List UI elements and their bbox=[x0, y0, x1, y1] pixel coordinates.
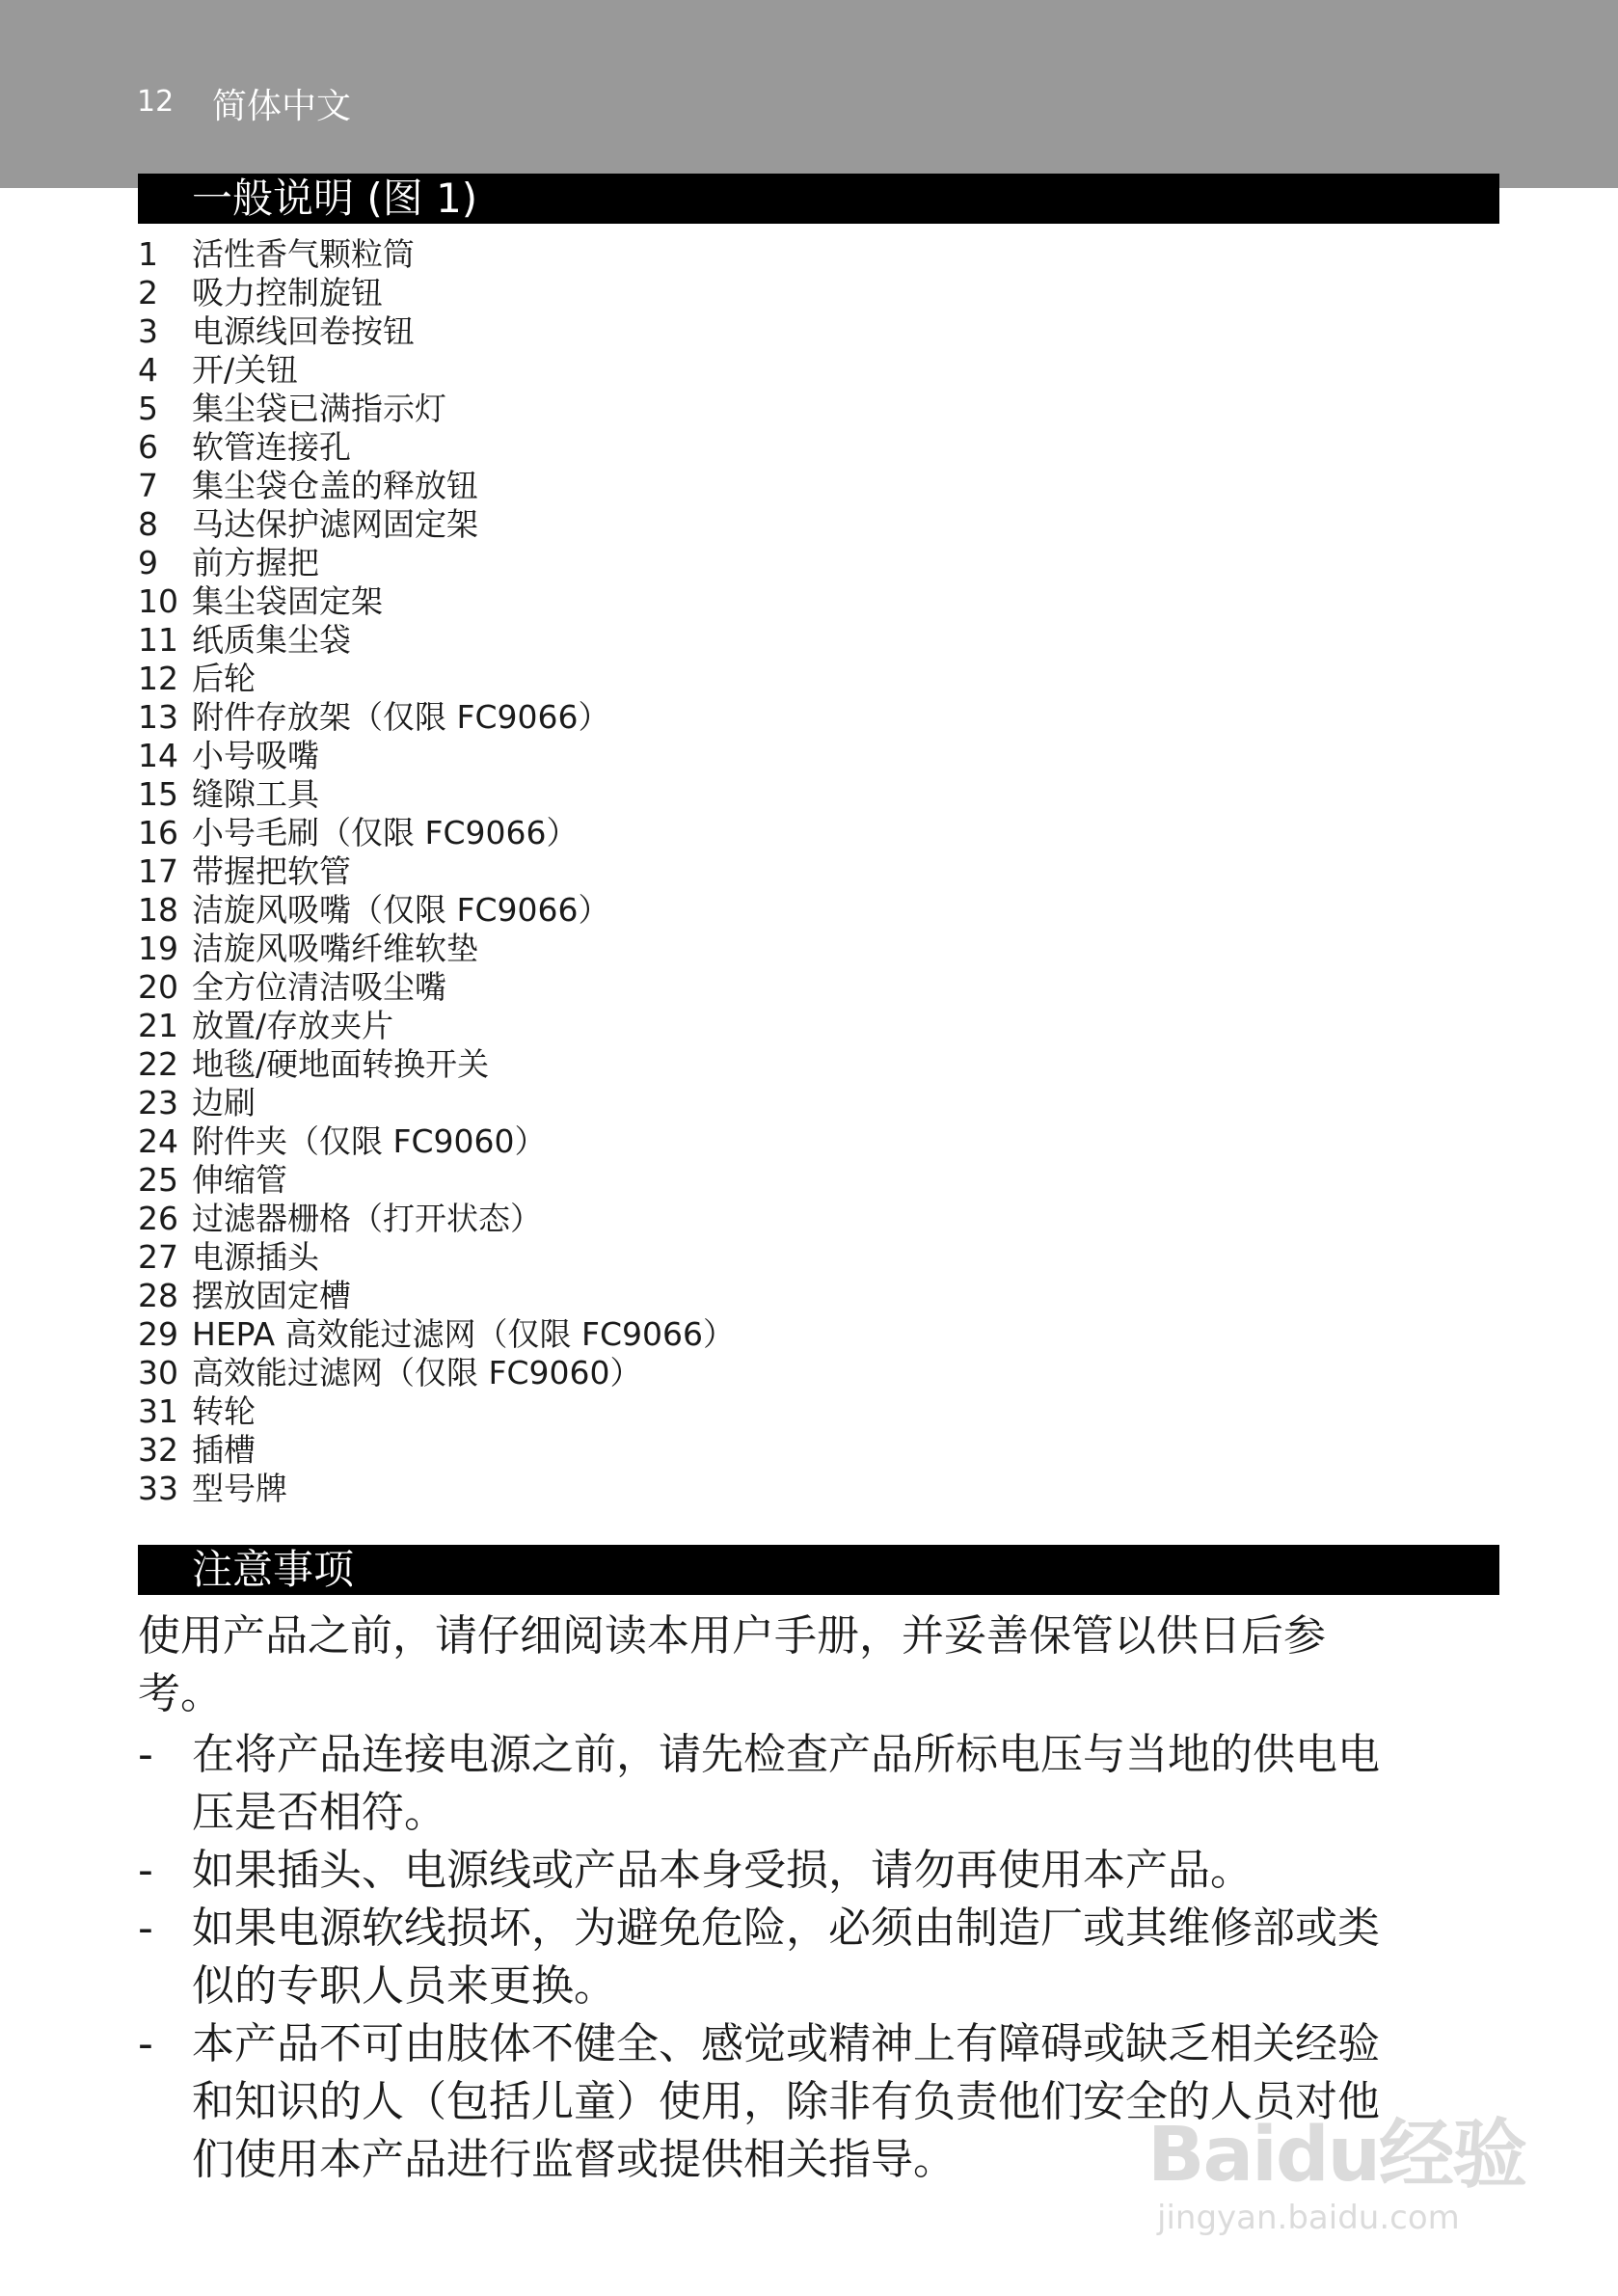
part-number: 9 bbox=[138, 544, 158, 581]
part-number: 16 bbox=[138, 814, 178, 851]
part-item bbox=[138, 698, 610, 737]
part-label: 过滤器栅格（打开状态） bbox=[192, 1200, 542, 1237]
part-number: 25 bbox=[138, 1161, 178, 1199]
part-item bbox=[138, 775, 319, 814]
part-item bbox=[138, 390, 446, 428]
part-number: 24 bbox=[138, 1122, 178, 1160]
part-item bbox=[138, 582, 383, 621]
part-item bbox=[138, 1200, 542, 1238]
part-number: 20 bbox=[138, 968, 178, 1006]
part-label: 缝隙工具 bbox=[192, 775, 319, 813]
part-label: 洁旋风吸嘴纤维软垫 bbox=[192, 930, 478, 967]
bullet-dash: - bbox=[138, 1904, 153, 1953]
part-number: 1 bbox=[138, 235, 158, 273]
part-label: 地毯/硬地面转换开关 bbox=[192, 1045, 490, 1083]
part-item bbox=[138, 428, 351, 467]
part-item bbox=[138, 1084, 256, 1122]
part-label: 纸质集尘袋 bbox=[192, 621, 351, 659]
part-label: 活性香气颗粒筒 bbox=[192, 235, 415, 273]
part-number: 7 bbox=[138, 467, 158, 504]
warning-line: 们使用本产品进行监督或提供相关指导。 bbox=[192, 2135, 956, 2184]
part-item bbox=[138, 930, 478, 968]
part-item bbox=[138, 235, 415, 274]
part-number: 23 bbox=[138, 1084, 178, 1121]
part-item bbox=[138, 1315, 736, 1354]
part-item bbox=[138, 737, 319, 775]
part-number: 12 bbox=[138, 660, 178, 697]
warning-item bbox=[138, 1900, 1499, 2015]
intro-line: 使用产品之前，请仔细阅读本用户手册，并妥善保管以供日后参 bbox=[138, 1611, 1326, 1661]
part-item bbox=[138, 1161, 287, 1200]
part-label: 小号吸嘴 bbox=[192, 737, 319, 774]
part-item bbox=[138, 1007, 394, 1045]
part-label: 开/关钮 bbox=[192, 351, 299, 389]
part-number: 14 bbox=[138, 737, 178, 774]
watermark bbox=[1147, 2094, 1552, 2249]
part-label: 摆放固定槽 bbox=[192, 1277, 351, 1314]
part-item bbox=[138, 968, 446, 1007]
part-item bbox=[138, 1122, 547, 1161]
part-label: 高效能过滤网（仅限 FC9060） bbox=[192, 1354, 642, 1391]
warning-line: 压是否相符。 bbox=[192, 1788, 446, 1837]
part-item bbox=[138, 274, 383, 312]
part-item bbox=[138, 621, 351, 660]
part-label: 附件存放架（仅限 FC9066） bbox=[192, 698, 610, 736]
part-item bbox=[138, 505, 478, 544]
part-item bbox=[138, 1392, 256, 1431]
part-label: 集尘袋已满指示灯 bbox=[192, 390, 446, 427]
part-number: 22 bbox=[138, 1045, 178, 1083]
page-number: 12 bbox=[137, 85, 175, 119]
language-label: 简体中文 bbox=[212, 87, 352, 126]
part-number: 11 bbox=[138, 621, 178, 659]
part-label: 型号牌 bbox=[192, 1470, 287, 1507]
part-item bbox=[138, 351, 299, 390]
intro-paragraph bbox=[138, 1607, 1488, 1723]
part-label: 电源插头 bbox=[192, 1238, 319, 1276]
part-label: 边刷 bbox=[192, 1084, 256, 1121]
part-number: 32 bbox=[138, 1431, 178, 1469]
part-item bbox=[138, 852, 351, 891]
part-item bbox=[138, 891, 610, 930]
section-heading-general bbox=[138, 174, 1499, 224]
part-item bbox=[138, 1431, 256, 1470]
part-label: 带握把软管 bbox=[192, 852, 351, 890]
part-label: 马达保护滤网固定架 bbox=[192, 505, 478, 543]
part-label: 小号毛刷（仅限 FC9066） bbox=[192, 814, 579, 851]
part-label: 插槽 bbox=[192, 1431, 256, 1469]
intro-line: 考。 bbox=[138, 1669, 223, 1718]
part-label: 转轮 bbox=[192, 1392, 256, 1430]
warning-item bbox=[138, 1726, 1499, 1842]
part-item bbox=[138, 312, 415, 351]
part-item bbox=[138, 660, 256, 698]
part-number: 10 bbox=[138, 582, 178, 620]
part-item bbox=[138, 1277, 351, 1315]
warning-line: 如果插头、电源线或产品本身受损，请勿再使用本产品。 bbox=[192, 1846, 1253, 1895]
part-item bbox=[138, 1470, 287, 1508]
part-number: 6 bbox=[138, 428, 158, 466]
part-label: 集尘袋仓盖的释放钮 bbox=[192, 467, 478, 504]
part-number: 13 bbox=[138, 698, 178, 736]
part-number: 3 bbox=[138, 312, 158, 350]
part-item bbox=[138, 1354, 642, 1392]
header-bar bbox=[0, 0, 1618, 188]
section-title: 注意事项 bbox=[192, 1546, 355, 1593]
part-label: 放置/存放夹片 bbox=[192, 1007, 394, 1044]
part-label: 前方握把 bbox=[192, 544, 319, 581]
part-number: 21 bbox=[138, 1007, 178, 1044]
warning-line: 似的专职人员来更换。 bbox=[192, 1961, 616, 2011]
parts-list bbox=[138, 235, 736, 1508]
part-item bbox=[138, 1045, 490, 1084]
bullet-dash: - bbox=[138, 1730, 153, 1779]
part-label: 吸力控制旋钮 bbox=[192, 274, 383, 311]
part-label: 集尘袋固定架 bbox=[192, 582, 383, 620]
baidu-logo: Baidu经验 bbox=[1147, 2112, 1526, 2199]
part-label: 伸缩管 bbox=[192, 1161, 287, 1199]
part-item bbox=[138, 544, 319, 582]
part-number: 2 bbox=[138, 274, 158, 311]
part-number: 29 bbox=[138, 1315, 178, 1353]
part-number: 19 bbox=[138, 930, 178, 967]
watermark-url: jingyan.baidu.com bbox=[1157, 2199, 1460, 2237]
part-number: 30 bbox=[138, 1354, 178, 1391]
part-number: 33 bbox=[138, 1470, 178, 1507]
part-number: 15 bbox=[138, 775, 178, 813]
bullet-dash: - bbox=[138, 1846, 153, 1895]
part-label: 后轮 bbox=[192, 660, 256, 697]
part-number: 28 bbox=[138, 1277, 178, 1314]
warning-line: 本产品不可由肢体不健全、感觉或精神上有障碍或缺乏相关经验 bbox=[192, 2019, 1380, 2068]
part-number: 27 bbox=[138, 1238, 178, 1276]
bullet-dash: - bbox=[138, 2019, 153, 2068]
part-label: 软管连接孔 bbox=[192, 428, 351, 466]
part-number: 26 bbox=[138, 1200, 178, 1237]
part-number: 5 bbox=[138, 390, 158, 427]
section-title: 一般说明 (图 1) bbox=[192, 175, 478, 222]
warning-line: 和知识的人（包括儿童）使用，除非有负责他们安全的人员对他 bbox=[192, 2077, 1380, 2126]
part-number: 4 bbox=[138, 351, 158, 389]
part-label: 洁旋风吸嘴（仅限 FC9066） bbox=[192, 891, 610, 929]
part-label: 电源线回卷按钮 bbox=[192, 312, 415, 350]
part-item bbox=[138, 467, 478, 505]
part-number: 8 bbox=[138, 505, 158, 543]
warning-line: 如果电源软线损坏，为避免危险，必须由制造厂或其维修部或类 bbox=[192, 1904, 1380, 1953]
part-label: HEPA 高效能过滤网（仅限 FC9066） bbox=[192, 1315, 736, 1353]
part-number: 18 bbox=[138, 891, 178, 929]
part-number: 17 bbox=[138, 852, 178, 890]
part-number: 31 bbox=[138, 1392, 178, 1430]
part-item bbox=[138, 814, 579, 852]
part-item bbox=[138, 1238, 319, 1277]
part-label: 附件夹（仅限 FC9060） bbox=[192, 1122, 547, 1160]
warning-item bbox=[138, 1842, 1499, 1900]
section-heading-important bbox=[138, 1545, 1499, 1595]
part-label: 全方位清洁吸尘嘴 bbox=[192, 968, 446, 1006]
warning-line: 在将产品连接电源之前，请先检查产品所标电压与当地的供电电 bbox=[192, 1730, 1380, 1779]
